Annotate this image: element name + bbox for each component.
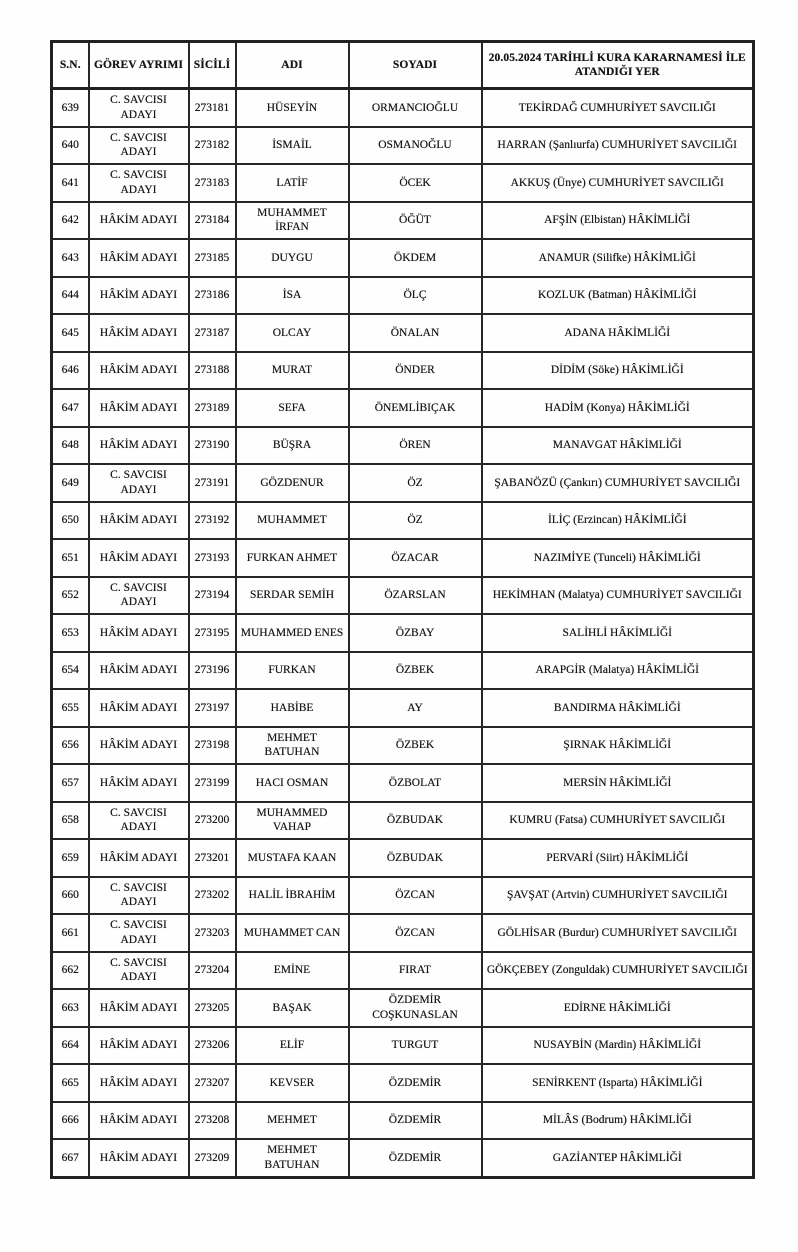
cell-sn: 665 (52, 1064, 89, 1102)
table-row (52, 1139, 754, 1177)
cell-soyadi: ÖĞÜT (349, 202, 482, 240)
cell-sn: 661 (52, 914, 89, 952)
cell-sicil: 273186 (189, 277, 236, 315)
cell-sn: 643 (52, 239, 89, 277)
cell-soyadi: ÖZARSLAN (349, 577, 482, 615)
cell-yer: DİDİM (Söke) HÂKİMLİĞİ (482, 352, 754, 390)
cell-gorev: HÂKİM ADAYI (89, 764, 189, 802)
cell-gorev: C. SAVCISI ADAYI (89, 802, 189, 840)
table-row (52, 1064, 754, 1102)
cell-adi: MEHMET BATUHAN (236, 727, 349, 765)
cell-sicil: 273183 (189, 164, 236, 202)
cell-gorev: C. SAVCISI ADAYI (89, 877, 189, 915)
cell-yer: NAZIMİYE (Tunceli) HÂKİMLİĞİ (482, 539, 754, 577)
cell-sicil: 273195 (189, 614, 236, 652)
cell-adi: OLCAY (236, 314, 349, 352)
cell-yer: HADİM (Konya) HÂKİMLİĞİ (482, 389, 754, 427)
column-header-sn: S.N. (52, 42, 89, 89)
cell-gorev: HÂKİM ADAYI (89, 652, 189, 690)
table-row (52, 839, 754, 877)
cell-soyadi: ÖCEK (349, 164, 482, 202)
column-header-gorev: GÖREV AYRIMI (89, 42, 189, 89)
table-row (52, 577, 754, 615)
cell-adi: MEHMET BATUHAN (236, 1139, 349, 1177)
cell-sicil: 273201 (189, 839, 236, 877)
cell-gorev: HÂKİM ADAYI (89, 427, 189, 465)
cell-sn: 640 (52, 127, 89, 165)
cell-gorev: HÂKİM ADAYI (89, 389, 189, 427)
cell-adi: ELİF (236, 1027, 349, 1065)
cell-yer: AFŞİN (Elbistan) HÂKİMLİĞİ (482, 202, 754, 240)
cell-gorev: C. SAVCISI ADAYI (89, 127, 189, 165)
cell-sn: 648 (52, 427, 89, 465)
table-row (52, 464, 754, 502)
cell-gorev: HÂKİM ADAYI (89, 839, 189, 877)
cell-yer: GÖKÇEBEY (Zonguldak) CUMHURİYET SAVCILIĞI (482, 952, 754, 990)
cell-yer: MİLÂS (Bodrum) HÂKİMLİĞİ (482, 1102, 754, 1140)
table-row (52, 352, 754, 390)
table-row (52, 652, 754, 690)
cell-adi: KEVSER (236, 1064, 349, 1102)
cell-sn: 662 (52, 952, 89, 990)
table-row (52, 164, 754, 202)
cell-soyadi: ÖZBEK (349, 727, 482, 765)
cell-yer: İLİÇ (Erzincan) HÂKİMLİĞİ (482, 502, 754, 540)
cell-gorev: HÂKİM ADAYI (89, 727, 189, 765)
cell-sn: 639 (52, 89, 89, 127)
cell-yer: ARAPGİR (Malatya) HÂKİMLİĞİ (482, 652, 754, 690)
cell-adi: HÜSEYİN (236, 89, 349, 127)
cell-sicil: 273208 (189, 1102, 236, 1140)
cell-gorev: HÂKİM ADAYI (89, 989, 189, 1027)
cell-sn: 657 (52, 764, 89, 802)
table-row (52, 614, 754, 652)
cell-sicil: 273194 (189, 577, 236, 615)
cell-adi: EMİNE (236, 952, 349, 990)
cell-adi: MUSTAFA KAAN (236, 839, 349, 877)
cell-gorev: C. SAVCISI ADAYI (89, 164, 189, 202)
cell-adi: İSMAİL (236, 127, 349, 165)
cell-sicil: 273196 (189, 652, 236, 690)
cell-sn: 653 (52, 614, 89, 652)
cell-sn: 666 (52, 1102, 89, 1140)
cell-yer: ŞAVŞAT (Artvin) CUMHURİYET SAVCILIĞI (482, 877, 754, 915)
cell-soyadi: ÖLÇ (349, 277, 482, 315)
table-row (52, 952, 754, 990)
cell-yer: NUSAYBİN (Mardin) HÂKİMLİĞİ (482, 1027, 754, 1065)
cell-adi: BÜŞRA (236, 427, 349, 465)
cell-sicil: 273184 (189, 202, 236, 240)
cell-soyadi: ÖZ (349, 502, 482, 540)
cell-adi: LATİF (236, 164, 349, 202)
cell-adi: SEFA (236, 389, 349, 427)
table-row (52, 1027, 754, 1065)
table-row (52, 689, 754, 727)
cell-soyadi: AY (349, 689, 482, 727)
table-row (52, 989, 754, 1027)
cell-adi: MUHAMMED VAHAP (236, 802, 349, 840)
assignment-table (50, 40, 755, 1179)
cell-gorev: HÂKİM ADAYI (89, 277, 189, 315)
cell-adi: MUHAMMET İRFAN (236, 202, 349, 240)
cell-sn: 667 (52, 1139, 89, 1177)
cell-soyadi: ÖZCAN (349, 877, 482, 915)
cell-adi: MURAT (236, 352, 349, 390)
cell-soyadi: ÖZCAN (349, 914, 482, 952)
cell-sn: 663 (52, 989, 89, 1027)
cell-soyadi: ÖKDEM (349, 239, 482, 277)
cell-soyadi: ÖNALAN (349, 314, 482, 352)
table-row (52, 914, 754, 952)
cell-sicil: 273198 (189, 727, 236, 765)
table-row (52, 239, 754, 277)
cell-soyadi: OSMANOĞLU (349, 127, 482, 165)
cell-sn: 646 (52, 352, 89, 390)
table-row (52, 502, 754, 540)
cell-yer: EDİRNE HÂKİMLİĞİ (482, 989, 754, 1027)
cell-soyadi: ÖNEMLİBIÇAK (349, 389, 482, 427)
cell-sicil: 273190 (189, 427, 236, 465)
cell-soyadi: ÖZ (349, 464, 482, 502)
table-row (52, 314, 754, 352)
cell-gorev: HÂKİM ADAYI (89, 1027, 189, 1065)
cell-sn: 658 (52, 802, 89, 840)
cell-sn: 652 (52, 577, 89, 615)
cell-soyadi: ÖZBUDAK (349, 839, 482, 877)
cell-soyadi: ÖZBAY (349, 614, 482, 652)
cell-yer: SALİHLİ HÂKİMLİĞİ (482, 614, 754, 652)
cell-gorev: HÂKİM ADAYI (89, 1139, 189, 1177)
cell-soyadi: ÖZBOLAT (349, 764, 482, 802)
cell-gorev: HÂKİM ADAYI (89, 352, 189, 390)
table-row (52, 1102, 754, 1140)
table-header-row (52, 42, 754, 89)
cell-gorev: C. SAVCISI ADAYI (89, 577, 189, 615)
cell-yer: ŞIRNAK HÂKİMLİĞİ (482, 727, 754, 765)
cell-sn: 660 (52, 877, 89, 915)
column-header-sicil: SİCİLİ (189, 42, 236, 89)
cell-adi: MEHMET (236, 1102, 349, 1140)
cell-sicil: 273192 (189, 502, 236, 540)
cell-soyadi: ÖZACAR (349, 539, 482, 577)
cell-soyadi: ÖZBUDAK (349, 802, 482, 840)
cell-adi: FURKAN AHMET (236, 539, 349, 577)
cell-gorev: C. SAVCISI ADAYI (89, 952, 189, 990)
cell-gorev: HÂKİM ADAYI (89, 614, 189, 652)
cell-gorev: C. SAVCISI ADAYI (89, 89, 189, 127)
cell-adi: HABİBE (236, 689, 349, 727)
cell-adi: SERDAR SEMİH (236, 577, 349, 615)
cell-soyadi: ÖREN (349, 427, 482, 465)
table-row (52, 202, 754, 240)
cell-sn: 655 (52, 689, 89, 727)
cell-yer: ADANA HÂKİMLİĞİ (482, 314, 754, 352)
cell-sicil: 273182 (189, 127, 236, 165)
table-row (52, 802, 754, 840)
cell-gorev: HÂKİM ADAYI (89, 239, 189, 277)
cell-adi: FURKAN (236, 652, 349, 690)
cell-gorev: C. SAVCISI ADAYI (89, 914, 189, 952)
cell-adi: MUHAMMET CAN (236, 914, 349, 952)
table-row (52, 539, 754, 577)
cell-sicil: 273189 (189, 389, 236, 427)
cell-sicil: 273205 (189, 989, 236, 1027)
cell-soyadi: ÖZBEK (349, 652, 482, 690)
cell-sn: 642 (52, 202, 89, 240)
cell-soyadi: ÖZDEMİR (349, 1102, 482, 1140)
cell-adi: HALİL İBRAHİM (236, 877, 349, 915)
table-row (52, 427, 754, 465)
table-row (52, 764, 754, 802)
cell-adi: İSA (236, 277, 349, 315)
cell-sicil: 273209 (189, 1139, 236, 1177)
cell-yer: MERSİN HÂKİMLİĞİ (482, 764, 754, 802)
cell-sn: 641 (52, 164, 89, 202)
cell-sicil: 273202 (189, 877, 236, 915)
cell-sn: 654 (52, 652, 89, 690)
cell-sicil: 273193 (189, 539, 236, 577)
cell-soyadi: ÖZDEMİR COŞKUNASLAN (349, 989, 482, 1027)
table-row (52, 389, 754, 427)
cell-yer: GAZİANTEP HÂKİMLİĞİ (482, 1139, 754, 1177)
cell-yer: KOZLUK (Batman) HÂKİMLİĞİ (482, 277, 754, 315)
table-row (52, 727, 754, 765)
cell-yer: SENİRKENT (Isparta) HÂKİMLİĞİ (482, 1064, 754, 1102)
cell-sn: 649 (52, 464, 89, 502)
cell-yer: TEKİRDAĞ CUMHURİYET SAVCILIĞI (482, 89, 754, 127)
cell-soyadi: TURGUT (349, 1027, 482, 1065)
cell-yer: PERVARİ (Siirt) HÂKİMLİĞİ (482, 839, 754, 877)
cell-adi: DUYGU (236, 239, 349, 277)
cell-sicil: 273200 (189, 802, 236, 840)
cell-yer: ŞABANÖZÜ (Çankırı) CUMHURİYET SAVCILIĞI (482, 464, 754, 502)
table-row (52, 127, 754, 165)
cell-soyadi: ORMANCIOĞLU (349, 89, 482, 127)
cell-soyadi: ÖNDER (349, 352, 482, 390)
cell-sicil: 273203 (189, 914, 236, 952)
cell-yer: HEKİMHAN (Malatya) CUMHURİYET SAVCILIĞI (482, 577, 754, 615)
cell-gorev: HÂKİM ADAYI (89, 202, 189, 240)
cell-adi: MUHAMMET (236, 502, 349, 540)
cell-sn: 664 (52, 1027, 89, 1065)
cell-soyadi: ÖZDEMİR (349, 1139, 482, 1177)
cell-gorev: HÂKİM ADAYI (89, 539, 189, 577)
cell-sn: 647 (52, 389, 89, 427)
cell-sn: 645 (52, 314, 89, 352)
cell-sicil: 273197 (189, 689, 236, 727)
cell-sicil: 273206 (189, 1027, 236, 1065)
cell-yer: KUMRU (Fatsa) CUMHURİYET SAVCILIĞI (482, 802, 754, 840)
cell-soyadi: FIRAT (349, 952, 482, 990)
table-row (52, 89, 754, 127)
cell-gorev: C. SAVCISI ADAYI (89, 464, 189, 502)
cell-yer: HARRAN (Şanlıurfa) CUMHURİYET SAVCILIĞI (482, 127, 754, 165)
cell-adi: HACI OSMAN (236, 764, 349, 802)
cell-adi: GÖZDENUR (236, 464, 349, 502)
cell-gorev: HÂKİM ADAYI (89, 314, 189, 352)
table-row (52, 877, 754, 915)
cell-adi: BAŞAK (236, 989, 349, 1027)
cell-gorev: HÂKİM ADAYI (89, 502, 189, 540)
column-header-adi: ADI (236, 42, 349, 89)
cell-adi: MUHAMMED ENES (236, 614, 349, 652)
cell-sicil: 273187 (189, 314, 236, 352)
cell-sn: 656 (52, 727, 89, 765)
scan-smudge-mark: ··· (96, 234, 108, 244)
cell-yer: ANAMUR (Silifke) HÂKİMLİĞİ (482, 239, 754, 277)
cell-sn: 651 (52, 539, 89, 577)
cell-yer: BANDIRMA HÂKİMLİĞİ (482, 689, 754, 727)
cell-sicil: 273207 (189, 1064, 236, 1102)
cell-sicil: 273191 (189, 464, 236, 502)
cell-yer: AKKUŞ (Ünye) CUMHURİYET SAVCILIĞI (482, 164, 754, 202)
table-body (52, 89, 754, 1178)
cell-sn: 644 (52, 277, 89, 315)
cell-sn: 659 (52, 839, 89, 877)
cell-soyadi: ÖZDEMİR (349, 1064, 482, 1102)
cell-sn: 650 (52, 502, 89, 540)
cell-sicil: 273204 (189, 952, 236, 990)
cell-gorev: HÂKİM ADAYI (89, 1102, 189, 1140)
cell-gorev: HÂKİM ADAYI (89, 689, 189, 727)
cell-yer: MANAVGAT HÂKİMLİĞİ (482, 427, 754, 465)
cell-sicil: 273181 (189, 89, 236, 127)
column-header-soyadi: SOYADI (349, 42, 482, 89)
cell-sicil: 273188 (189, 352, 236, 390)
cell-sicil: 273185 (189, 239, 236, 277)
table-row (52, 277, 754, 315)
cell-gorev: HÂKİM ADAYI (89, 1064, 189, 1102)
cell-yer: GÖLHİSAR (Burdur) CUMHURİYET SAVCILIĞI (482, 914, 754, 952)
header-row (52, 42, 754, 89)
cell-sicil: 273199 (189, 764, 236, 802)
column-header-yer: 20.05.2024 TARİHLİ KURA KARARNAMESİ İLE ATANDIĞI YER (482, 42, 754, 89)
